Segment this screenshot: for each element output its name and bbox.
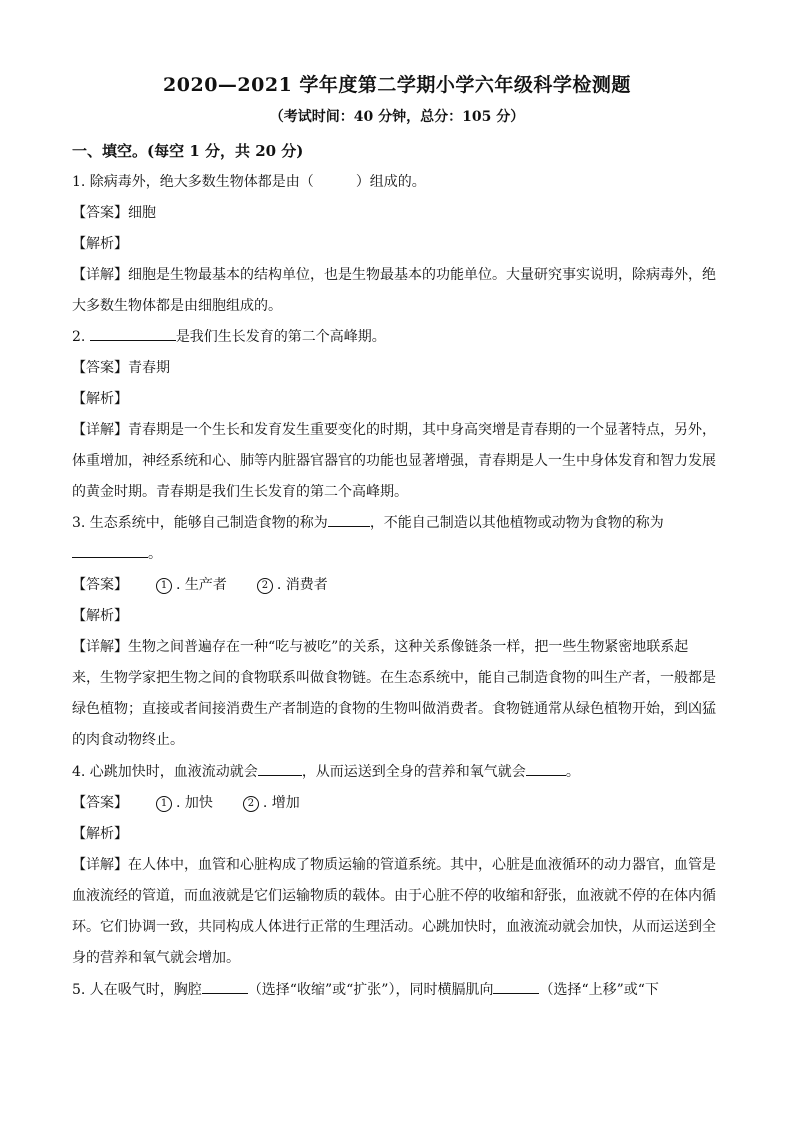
question-2 <box>72 322 722 508</box>
question-3-detail-cont-3: 的肉食动物终止。 <box>72 732 184 748</box>
question-1 <box>72 167 722 322</box>
circled-number: 2 <box>243 796 259 812</box>
question-4-analysis: 【解析】 <box>72 826 128 842</box>
question-2-detail: 【详解】青春期是一个生长和发育发生重要变化的时期，其中身高突增是青春期的一个显著特点，另外， <box>72 422 716 438</box>
question-5-text: 5. 人在吸气时，胸腔 （选择“收缩”或“扩张”），同时横膈肌向 （选择“上移”或“下 <box>72 975 722 1006</box>
question-3-analysis: 【解析】 <box>72 608 128 624</box>
question-1-answer: 【答案】细胞 <box>72 205 156 221</box>
question-2-detail-cont: 体重增加，神经系统和心、肺等内脏器官器官的功能也显著增强，青春期是人一生中身体发育和智力发展 <box>72 453 716 469</box>
answer-blank <box>493 977 539 994</box>
question-3-text: 3. 生态系统中，能够自己制造食物的称为 ，不能自己制造以其他植物或动物为食物的称为 <box>72 508 722 539</box>
answer-blank <box>90 324 176 341</box>
circled-number: 1 <box>156 796 172 812</box>
answer-blank <box>258 759 302 776</box>
question-3-text-cont: 。 <box>72 539 722 570</box>
answer-blank <box>526 759 566 776</box>
answer-blank <box>202 977 248 994</box>
question-2-analysis: 【解析】 <box>72 391 128 407</box>
page-title: 2020—2021 学年度第二学期小学六年级科学检测题 <box>163 74 631 96</box>
question-2-detail-cont-2: 的黄金时期。青春期是我们生长发育的第二个高峰期。 <box>72 484 408 500</box>
question-3-detail-cont-2: 绿色植物；直接或者间接消费生产者制造的食物的生物叫做消费者。食物链通常从绿色植物开始，到凶猛 <box>72 701 716 717</box>
question-4-detail-cont: 血液流经的管道，而血液就是它们运输物质的载体。由于心脏不停的收缩和舒张，血液就不停的在体内循 <box>72 888 716 904</box>
circled-number: 1 <box>156 578 172 594</box>
answer-blank <box>328 510 370 527</box>
question-1-detail: 【详解】细胞是生物最基本的结构单位，也是生物最基本的功能单位。大量研究事实说明，除病毒外，绝 <box>72 267 716 283</box>
question-1-analysis: 【解析】 <box>72 236 128 252</box>
question-4 <box>72 757 722 974</box>
question-5 <box>72 975 722 1006</box>
question-4-detail-cont-2: 环。它们协调一致，共同构成人体进行正常的生理活动。心跳加快时，血液流动就会加快，从而运送到全 <box>72 919 716 935</box>
question-2-text: 2. 是我们生长发育的第二个高峰期。 <box>72 322 722 353</box>
question-1-detail-cont: 大多数生物体都是由细胞组成的。 <box>72 298 282 314</box>
question-4-text: 4. 心跳加快时，血液流动就会 ，从而运送到全身的营养和氧气就会 。 <box>72 757 722 788</box>
question-3-answer: 【答案】 1 . 生产者 2 . 消费者 <box>72 577 328 593</box>
question-3-detail: 【详解】生物之间普遍存在一种“吃与被吃”的关系，这种关系像链条一样，把一些生物紧密地联系起 <box>72 639 689 655</box>
question-4-detail-cont-3: 身的营养和氧气就会增加。 <box>72 950 240 966</box>
circled-number: 2 <box>257 578 273 594</box>
question-4-detail: 【详解】在人体中，血管和心脏构成了物质运输的管道系统。其中，心脏是血液循环的动力器官，血管是 <box>72 857 716 873</box>
section-heading: 一、填空。(每空 1 分，共 20 分) <box>72 142 304 160</box>
question-4-answer: 【答案】 1 . 加快 2 . 增加 <box>72 795 300 811</box>
question-3 <box>72 508 722 756</box>
question-2-answer: 【答案】青春期 <box>72 360 170 376</box>
page-subtitle: （考试时间：40 分钟，总分：105 分） <box>269 109 525 125</box>
answer-blank <box>72 541 148 558</box>
question-3-detail-cont: 来，生物学家把生物之间的食物联系叫做食物链。在生态系统中，能自己制造食物的叫生产者，一般都是 <box>72 670 716 686</box>
question-1-text: 1. 除病毒外，绝大多数生物体都是由（ ）组成的。 <box>72 174 426 190</box>
